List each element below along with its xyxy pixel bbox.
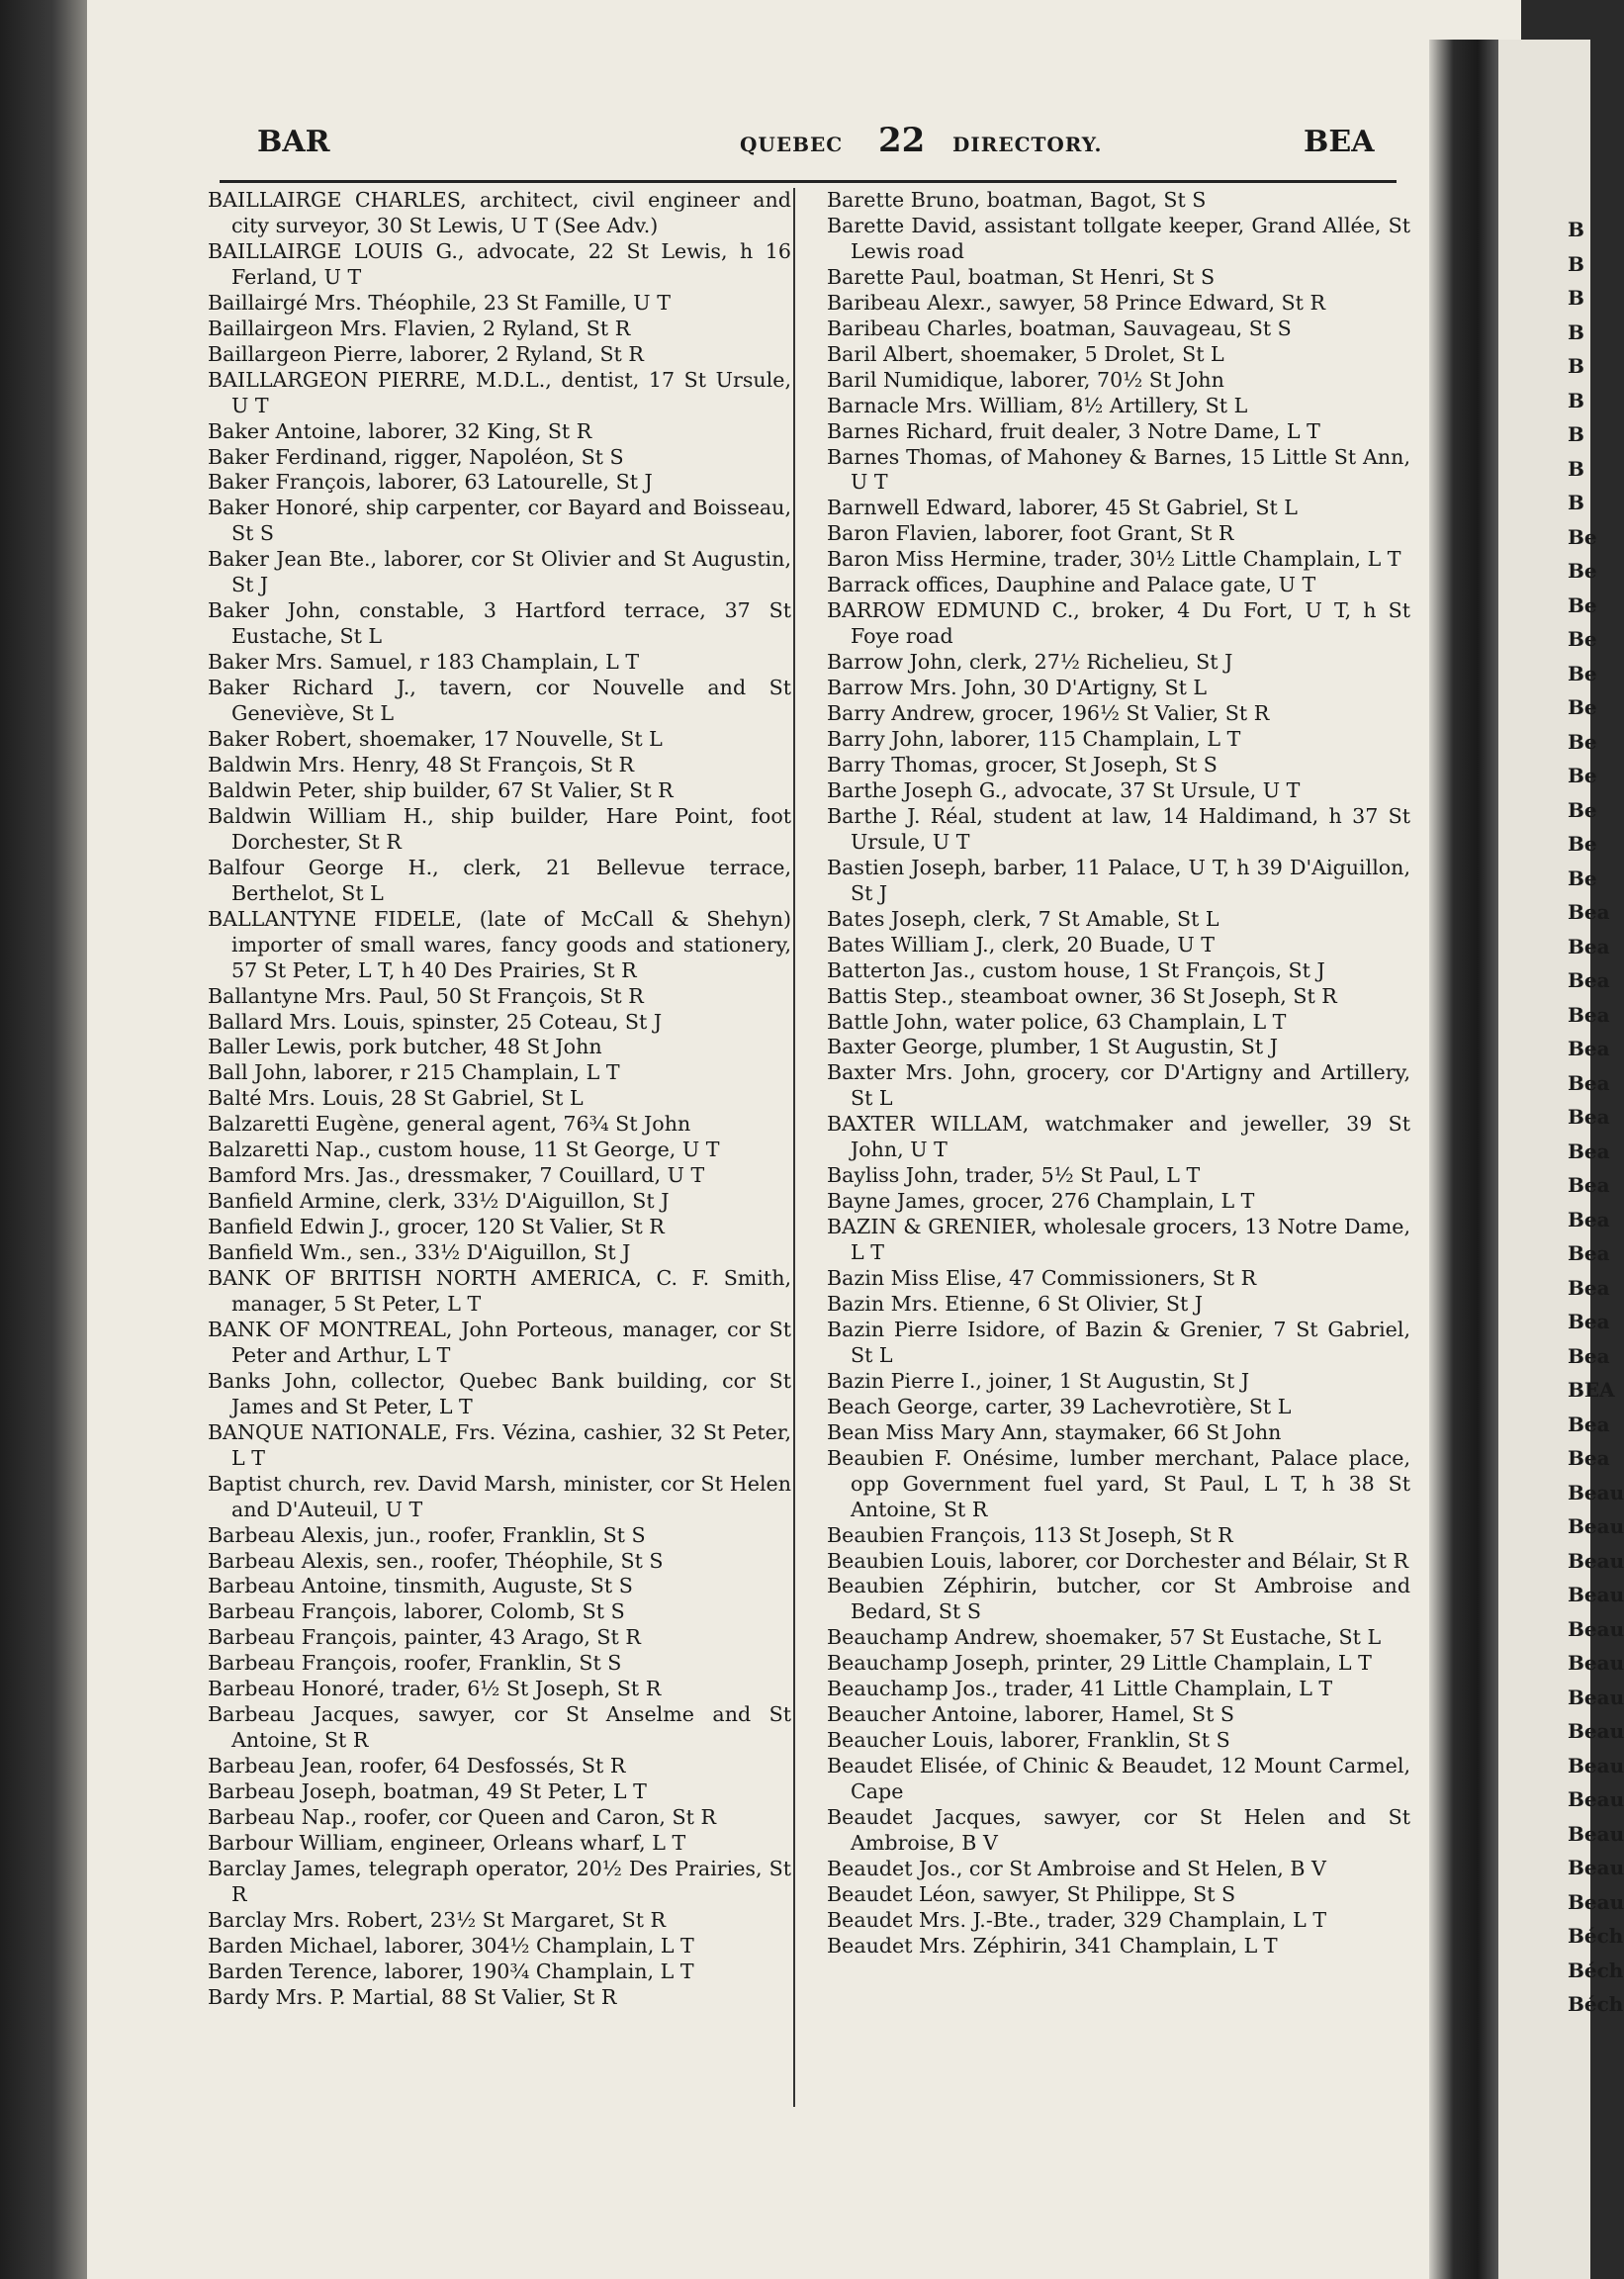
directory-entry: Barnes Richard, fruit dealer, 3 Notre Dame, L T (827, 418, 1320, 443)
neighbor-entry-fragment: Beau (1568, 1856, 1624, 1879)
directory-entry: Beaudet Jacques, sawyer, cor St Helen and St Ambroise, B V (827, 1805, 1410, 1855)
directory-entry: Barden Terence, laborer, 190¾ Champlain, L T (208, 1959, 694, 1983)
directory-entry: Barbeau Jacques, sawyer, cor St Anselme and St Antoine, St R (208, 1702, 791, 1753)
directory-entry: Balzaretti Nap., custom house, 11 St George, U T (208, 1138, 720, 1162)
directory-entry: Barrack offices, Dauphine and Palace gate, U T (827, 573, 1316, 597)
neighbor-entry-fragment: Beau (1568, 1753, 1624, 1778)
neighbor-entry-fragment: Bea (1568, 1002, 1610, 1027)
header-rule (220, 180, 1397, 183)
directory-entry: Barbeau François, painter, 43 Arago, St R (208, 1625, 641, 1650)
directory-entry: Baribeau Charles, boatman, Sauvageau, St S (827, 316, 1292, 340)
directory-entry: BAZIN & GRENIER, wholesale grocers, 13 Notre Dame, L T (827, 1215, 1410, 1265)
directory-entry: Beaudet Jos., cor St Ambroise and St Helen, B V (827, 1856, 1326, 1880)
neighbor-page-edge (1498, 40, 1624, 2279)
neighbor-entry-fragment: BEA (1568, 1378, 1615, 1402)
directory-entry: Beaubien Zéphirin, butcher, cor St Ambroise and Bedard, St S (827, 1574, 1410, 1624)
directory-entry: Beaubien François, 113 St Joseph, St R (827, 1522, 1233, 1547)
directory-entry: Bean Miss Mary Ann, staymaker, 66 St John (827, 1419, 1282, 1444)
directory-entry: Barry Thomas, grocer, St Joseph, St S (827, 752, 1218, 776)
directory-entry: BANQUE NATIONALE, Frs. Vézina, cashier, 32 St Peter, L T (208, 1419, 791, 1470)
neighbor-entry-fragment: Bea (1568, 1343, 1610, 1368)
neighbor-entry-fragment: Beau (1568, 1583, 1624, 1606)
neighbor-entry-fragment: Béch (1568, 1924, 1624, 1948)
directory-entry: Beaubien F. Onésime, lumber merchant, Palace place, opp Government fuel yard, St Paul, L T, h 38 St Antoine, St R (827, 1445, 1410, 1521)
neighbor-entry-fragment: B (1568, 286, 1584, 310)
directory-entry: Baker Mrs. Samuel, r 183 Champlain, L T (208, 650, 640, 675)
neighbor-entry-fragment: Bea (1568, 1070, 1610, 1095)
directory-entry: Barbeau Antoine, tinsmith, Auguste, St S (208, 1574, 633, 1598)
directory-entry: Balfour George H., clerk, 21 Bellevue terrace, Berthelot, St L (208, 855, 791, 905)
neighbor-entry-fragment: Bea (1568, 1139, 1610, 1163)
neighbor-entry-fragment: Beau (1568, 1719, 1624, 1743)
directory-entry: BAILLAIRGE CHARLES, architect, civil engineer and city surveyor, 30 St Lewis, U T (See Adv.) (208, 188, 791, 237)
neighbor-entry-fragment: B (1568, 456, 1584, 481)
directory-entry: Barbeau François, laborer, Colomb, St S (208, 1599, 625, 1624)
directory-entry: BARROW EDMUND C., broker, 4 Du Fort, U T, h St Foye road (827, 598, 1410, 649)
neighbor-entry-fragment: Bea (1568, 1173, 1610, 1197)
directory-entry: Beaubien Louis, laborer, cor Dorchester and Bélair, St R (827, 1548, 1408, 1573)
neighbor-entry-fragment: Beau (1568, 1616, 1624, 1641)
directory-entry: Barbeau Joseph, boatman, 49 St Peter, L T (208, 1779, 647, 1804)
header-directory: DIRECTORY. (952, 133, 1103, 156)
neighbor-entry-fragment: B (1568, 354, 1584, 378)
neighbor-entry-fragment: Bea (1568, 1241, 1610, 1265)
directory-entry: Beaudet Léon, sawyer, St Philippe, St S (827, 1881, 1236, 1906)
neighbor-entry-fragment: Bea (1568, 900, 1610, 924)
directory-entry: Baldwin William H., ship builder, Hare Point, foot Dorchester, St R (208, 803, 791, 854)
directory-entry: Barbour William, engineer, Orleans wharf, L T (208, 1831, 686, 1855)
neighbor-entry-fragment: Be (1568, 695, 1597, 719)
neighbor-entry-fragment: Be (1568, 661, 1597, 685)
directory-entry: Baril Albert, shoemaker, 5 Drolet, St L (827, 341, 1224, 366)
neighbor-entry-fragment: Bea (1568, 1310, 1610, 1333)
directory-entry: Barclay James, telegraph operator, 20½ Des Prairies, St R (208, 1856, 791, 1906)
directory-entry: Bazin Mrs. Etienne, 6 St Olivier, St J (827, 1291, 1204, 1316)
directory-entry: BAILLAIRGE LOUIS G., advocate, 22 St Lewis, h 16 Ferland, U T (208, 238, 791, 289)
directory-entry: Barbeau Honoré, trader, 6½ St Joseph, St R (208, 1677, 662, 1701)
directory-entry: Baillairgeon Mrs. Flavien, 2 Ryland, St R (208, 316, 631, 340)
neighbor-entry-fragment: Be (1568, 559, 1597, 583)
directory-entry: Beauchamp Andrew, shoemaker, 57 St Eustache, St L (827, 1625, 1382, 1650)
directory-entry: Baron Miss Hermine, trader, 30½ Little Champlain, L T (827, 547, 1401, 572)
neighbor-entry-fragment: Be (1568, 729, 1597, 754)
directory-entry: Barrow John, clerk, 27½ Richelieu, St J (827, 650, 1233, 675)
neighbor-entry-fragment: Béch (1568, 1958, 1624, 1982)
directory-entry: Barnes Thomas, of Mahoney & Barnes, 15 Little St Ann, U T (827, 444, 1410, 495)
neighbor-entry-fragment: Bea (1568, 1446, 1610, 1470)
left-column (208, 188, 791, 2011)
directory-entry: Baker Richard J., tavern, cor Nouvelle and St Geneviève, St L (208, 676, 791, 726)
neighbor-entry-fragment: B (1568, 422, 1584, 446)
directory-entry: Barry John, laborer, 115 Champlain, L T (827, 727, 1241, 752)
neighbor-entry-fragment: B (1568, 388, 1584, 412)
page-header (166, 121, 1383, 164)
neighbor-entry-fragment: B (1568, 319, 1584, 344)
neighbor-entry-fragment: B (1568, 251, 1584, 276)
directory-entry: Ballard Mrs. Louis, spinster, 25 Coteau, St J (208, 1009, 663, 1034)
neighbor-entry-fragment: B (1568, 218, 1584, 241)
neighbor-entry-fragment: Be (1568, 524, 1597, 549)
neighbor-entry-fragment: Beau (1568, 1821, 1624, 1846)
neighbor-entry-fragment: Beau (1568, 1685, 1624, 1709)
neighbor-entry-fragment: Bea (1568, 1412, 1610, 1436)
neighbor-entry-fragment: Bea (1568, 1037, 1610, 1060)
neighbor-entry-fragment: Beau (1568, 1787, 1624, 1811)
directory-entry: Battis Step., steamboat owner, 36 St Joseph, St R (827, 983, 1337, 1008)
directory-entry: Barthe J. Réal, student at law, 14 Haldimand, h 37 St Ursule, U T (827, 803, 1410, 854)
directory-entry: BANK OF BRITISH NORTH AMERICA, C. F. Smith, manager, 5 St Peter, L T (208, 1266, 791, 1316)
directory-entry: Bazin Pierre Isidore, of Bazin & Grenier, 7 St Gabriel, St L (827, 1317, 1410, 1367)
neighbor-entry-fragment: Be (1568, 627, 1597, 651)
directory-entry: BAILLARGEON PIERRE, M.D.L., dentist, 17 St Ursule, U T (208, 367, 791, 417)
directory-entry: Bardy Mrs. P. Martial, 88 St Valier, St R (208, 1984, 617, 2009)
directory-entry: Beaudet Mrs. Zéphirin, 341 Champlain, L T (827, 1933, 1278, 1958)
directory-entry: Barry Andrew, grocer, 196½ St Valier, St R (827, 701, 1270, 726)
neighbor-entry-fragment: Bea (1568, 1275, 1610, 1300)
directory-entry: Baron Flavien, laborer, foot Grant, St R (827, 521, 1234, 546)
directory-entry: Baribeau Alexr., sawyer, 58 Prince Edward, St R (827, 290, 1325, 315)
directory-entry: Bazin Miss Elise, 47 Commissioners, St R (827, 1266, 1257, 1291)
directory-entry: Barnacle Mrs. William, 8½ Artillery, St L (827, 393, 1248, 417)
directory-entry: Beauchamp Joseph, printer, 29 Little Champlain, L T (827, 1651, 1372, 1676)
directory-entry: Barthe Joseph G., advocate, 37 St Ursule, U T (827, 777, 1301, 802)
neighbor-entry-fragment: Bea (1568, 1105, 1610, 1129)
directory-entry: Baker Honoré, ship carpenter, cor Bayard and Boisseau, St S (208, 496, 791, 546)
column-divider (793, 188, 795, 2107)
neighbor-entry-fragment: Bea (1568, 934, 1610, 958)
directory-entry: Barbeau Jean, roofer, 64 Desfossés, St R (208, 1754, 626, 1778)
neighbor-entry-fragment: Beau (1568, 1651, 1624, 1675)
directory-entry: Barette Paul, boatman, St Henri, St S (827, 264, 1216, 289)
directory-entry: Barbeau François, roofer, Franklin, St S (208, 1651, 622, 1676)
neighbor-entry-fragment: Beau (1568, 1514, 1624, 1538)
directory-entry: Banfield Edwin J., grocer, 120 St Valier, St R (208, 1215, 665, 1239)
directory-entry: Beaucher Louis, laborer, Franklin, St S (827, 1728, 1230, 1753)
binding-gutter-right (1429, 40, 1498, 2279)
neighbor-entry-fragment: Beau (1568, 1889, 1624, 1914)
neighbor-entry-fragment: Be (1568, 593, 1597, 617)
directory-entry: Baker Ferdinand, rigger, Napoléon, St S (208, 444, 624, 469)
directory-entry: Baril Numidique, laborer, 70½ St John (827, 367, 1224, 392)
directory-entry: BAXTER WILLAM, watchmaker and jeweller, 39 St John, U T (827, 1112, 1410, 1162)
directory-entry: Batterton Jas., custom house, 1 St François, St J (827, 957, 1325, 982)
directory-entry: Baldwin Mrs. Henry, 48 St François, St R (208, 752, 635, 776)
directory-entry: Banks John, collector, Quebec Bank building, cor St James and St Peter, L T (208, 1368, 791, 1418)
neighbor-entry-fragment: Bea (1568, 968, 1610, 992)
directory-entry: Barnwell Edward, laborer, 45 St Gabriel, St L (827, 496, 1298, 520)
directory-entry: Bates William J., clerk, 20 Buade, U T (827, 932, 1216, 957)
directory-entry: Balté Mrs. Louis, 28 St Gabriel, St L (208, 1086, 584, 1111)
neighbor-entry-fragment: Be (1568, 866, 1597, 890)
directory-entry: Balzaretti Eugène, general agent, 76¾ St John (208, 1112, 691, 1137)
directory-entry: Barden Michael, laborer, 304½ Champlain, L T (208, 1933, 694, 1958)
directory-entry: BALLANTYNE FIDELE, (late of McCall & Shehyn) importer of small wares, fancy goods and stationery, 57 St Peter, L T, h 40 Des Prairies, St R (208, 906, 791, 982)
directory-entry: Beaudet Mrs. J.-Bte., trader, 329 Champlain, L T (827, 1907, 1327, 1932)
directory-entry: Ballantyne Mrs. Paul, 50 St François, St R (208, 983, 644, 1008)
directory-entry: BANK OF MONTREAL, John Porteous, manager, cor St Peter and Arthur, L T (208, 1317, 791, 1367)
directory-entry: Bazin Pierre I., joiner, 1 St Augustin, St J (827, 1368, 1250, 1393)
directory-entry: Baker John, constable, 3 Hartford terrace, 37 St Eustache, St L (208, 598, 791, 649)
directory-entry: Barrow Mrs. John, 30 D'Artigny, St L (827, 676, 1208, 700)
binding-gutter-left (0, 0, 87, 2279)
neighbor-entry-fragment: Bea (1568, 1207, 1610, 1231)
directory-entry: Ball John, laborer, r 215 Champlain, L T (208, 1060, 620, 1085)
directory-entry: Baller Lewis, pork butcher, 48 St John (208, 1035, 602, 1059)
directory-entry: Beauchamp Jos., trader, 41 Little Champlain, L T (827, 1677, 1333, 1701)
header-city: QUEBEC (740, 133, 844, 156)
directory-entry: Barbeau Alexis, jun., roofer, Franklin, St S (208, 1522, 646, 1547)
neighbor-entry-fragment: Béch (1568, 1992, 1624, 2016)
directory-entry: Barette David, assistant tollgate keeper, Grand Allée, St Lewis road (827, 213, 1410, 263)
directory-entry: Beach George, carter, 39 Lachevrotière, St L (827, 1394, 1292, 1418)
directory-entry: Battle John, water police, 63 Champlain, L T (827, 1009, 1287, 1034)
directory-entry: Bastien Joseph, barber, 11 Palace, U T, h 39 D'Aiguillon, St J (827, 855, 1410, 905)
header-right-guide-word: BEA (1304, 125, 1375, 159)
directory-entry: Barette Bruno, boatman, Bagot, St S (827, 188, 1207, 212)
directory-entry: Barbeau Alexis, sen., roofer, Théophile, St S (208, 1548, 664, 1573)
directory-entry: Bayliss John, trader, 5½ St Paul, L T (827, 1163, 1201, 1188)
directory-entry: Baillairgé Mrs. Théophile, 23 St Famille, U T (208, 290, 671, 315)
header-left-guide-word: BAR (257, 125, 330, 159)
directory-entry: Baker Jean Bte., laborer, cor St Olivier and St Augustin, St J (208, 547, 791, 597)
directory-entry: Barbeau Nap., roofer, cor Queen and Caron, St R (208, 1805, 716, 1830)
directory-entry: Bayne James, grocer, 276 Champlain, L T (827, 1189, 1255, 1214)
directory-entry: Bates Joseph, clerk, 7 St Amable, St L (827, 906, 1219, 931)
neighbor-entry-fragment: Be (1568, 764, 1597, 787)
directory-entry: Bamford Mrs. Jas., dressmaker, 7 Couillard, U T (208, 1163, 705, 1188)
neighbor-entry-fragment: Be (1568, 797, 1597, 822)
neighbor-entry-fragment: B (1568, 491, 1584, 514)
right-column (827, 188, 1410, 1960)
directory-entry: Baxter George, plumber, 1 St Augustin, St J (827, 1035, 1278, 1059)
directory-entry: Banfield Armine, clerk, 33½ D'Aiguillon, St J (208, 1189, 670, 1214)
neighbor-entry-fragment: Be (1568, 832, 1597, 856)
directory-entry: Barclay Mrs. Robert, 23½ St Margaret, St R (208, 1907, 667, 1932)
directory-entry: Baptist church, rev. David Marsh, minister, cor St Helen and D'Auteuil, U T (208, 1471, 791, 1521)
directory-entry: Baldwin Peter, ship builder, 67 St Valier, St R (208, 777, 674, 802)
directory-entry: Baxter Mrs. John, grocery, cor D'Artigny and Artillery, St L (827, 1060, 1410, 1111)
directory-entry: Baker Robert, shoemaker, 17 Nouvelle, St L (208, 727, 663, 752)
directory-entry: Beaucher Antoine, laborer, Hamel, St S (827, 1702, 1234, 1727)
page-number: 22 (878, 121, 926, 160)
directory-entry: Baker Antoine, laborer, 32 King, St R (208, 418, 592, 443)
neighbor-entry-fragment: Beau (1568, 1548, 1624, 1573)
directory-entry: Baker François, laborer, 63 Latourelle, St J (208, 470, 653, 495)
directory-entry: Baillargeon Pierre, laborer, 2 Ryland, St R (208, 341, 644, 366)
directory-entry: Banfield Wm., sen., 33½ D'Aiguillon, St J (208, 1240, 631, 1265)
neighbor-entry-fragment: Beau (1568, 1480, 1624, 1504)
directory-entry: Beaudet Elisée, of Chinic & Beaudet, 12 Mount Carmel, Cape (827, 1754, 1410, 1804)
